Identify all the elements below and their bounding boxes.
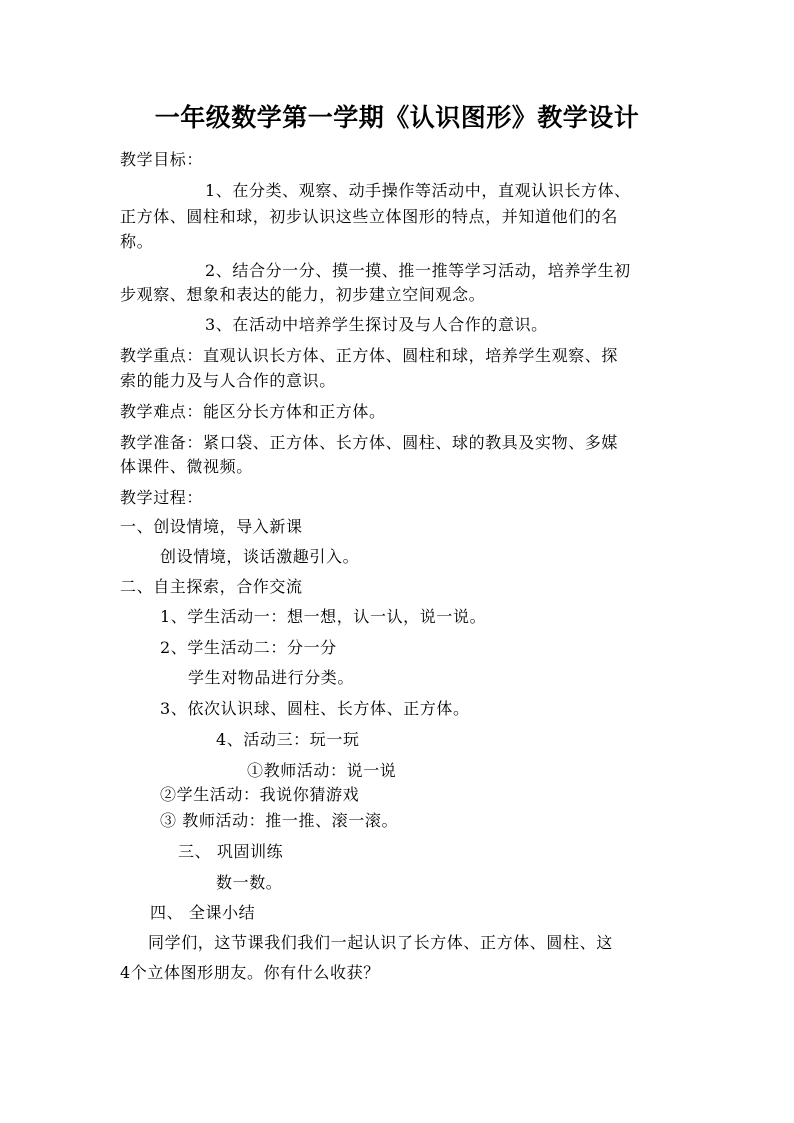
goal-3: 3、在活动中培养学生探讨及与人合作的意识。 <box>205 315 548 334</box>
key-points-line-2: 索的能力及与人合作的意识。 <box>120 371 336 390</box>
goal-1-line-1: 1、在分类、观察、动手操作等活动中，直观认识长方体、 <box>205 181 631 200</box>
preparation-line-2: 体课件、微视频。 <box>120 457 253 476</box>
activity-2-text: 学生对物品进行分类。 <box>188 668 355 687</box>
preparation-line-1: 教学准备：紧口袋、正方体、长方体、圆柱、球的教具及实物、多媒 <box>120 433 619 452</box>
goals-heading: 教学目标： <box>120 150 204 169</box>
section-4-heading: 四、 全课小结 <box>150 903 256 922</box>
sub-item-1: ①教师活动：说一说 <box>247 761 397 780</box>
goal-1-line-3: 称。 <box>120 232 154 251</box>
activity-1: 1、学生活动一：想一想，认一认，说一说。 <box>160 607 487 626</box>
section-2-heading: 二、自主探索，合作交流 <box>120 577 303 596</box>
goal-1-line-2: 正方体、圆柱和球，初步认识这些立体图形的特点，并知道他们的名 <box>120 207 619 226</box>
goal-2-line-2: 步观察、想象和表达的能力，初步建立空间观念。 <box>120 285 486 304</box>
process-heading: 教学过程： <box>120 488 204 507</box>
difficulty: 教学难点：能区分长方体和正方体。 <box>120 402 386 421</box>
key-points-line-1: 教学重点：直观认识长方体、正方体、圆柱和球，培养学生观察、探 <box>120 346 619 365</box>
section-3-text: 数一数。 <box>216 873 283 892</box>
section-1-heading: 一、创设情境，导入新课 <box>120 517 303 536</box>
document-title: 一年级数学第一学期《认识图形》教学设计 <box>154 103 640 132</box>
summary-line-1: 同学们，这节课我们我们一起认识了长方体、正方体、圆柱、这 <box>148 933 613 952</box>
summary-line-2: 4个立体图形朋友。你有什么收获？ <box>120 963 380 982</box>
activity-4: 4、活动三：玩一玩 <box>216 730 360 749</box>
sub-item-3: ③ 教师活动：推一推、滚一滚。 <box>160 811 399 830</box>
activity-3: 3、依次认识球、圆柱、长方体、正方体。 <box>160 699 470 718</box>
goal-2-line-1: 2、结合分一分、摸一摸、推一推等学习活动，培养学生初 <box>205 261 631 280</box>
sub-item-2: ②学生活动：我说你猜游戏 <box>160 785 360 804</box>
section-1-text: 创设情境，谈话激趣引入。 <box>160 547 360 566</box>
activity-2: 2、学生活动二：分一分 <box>160 638 337 657</box>
section-3-heading: 三、 巩固训练 <box>178 842 284 861</box>
